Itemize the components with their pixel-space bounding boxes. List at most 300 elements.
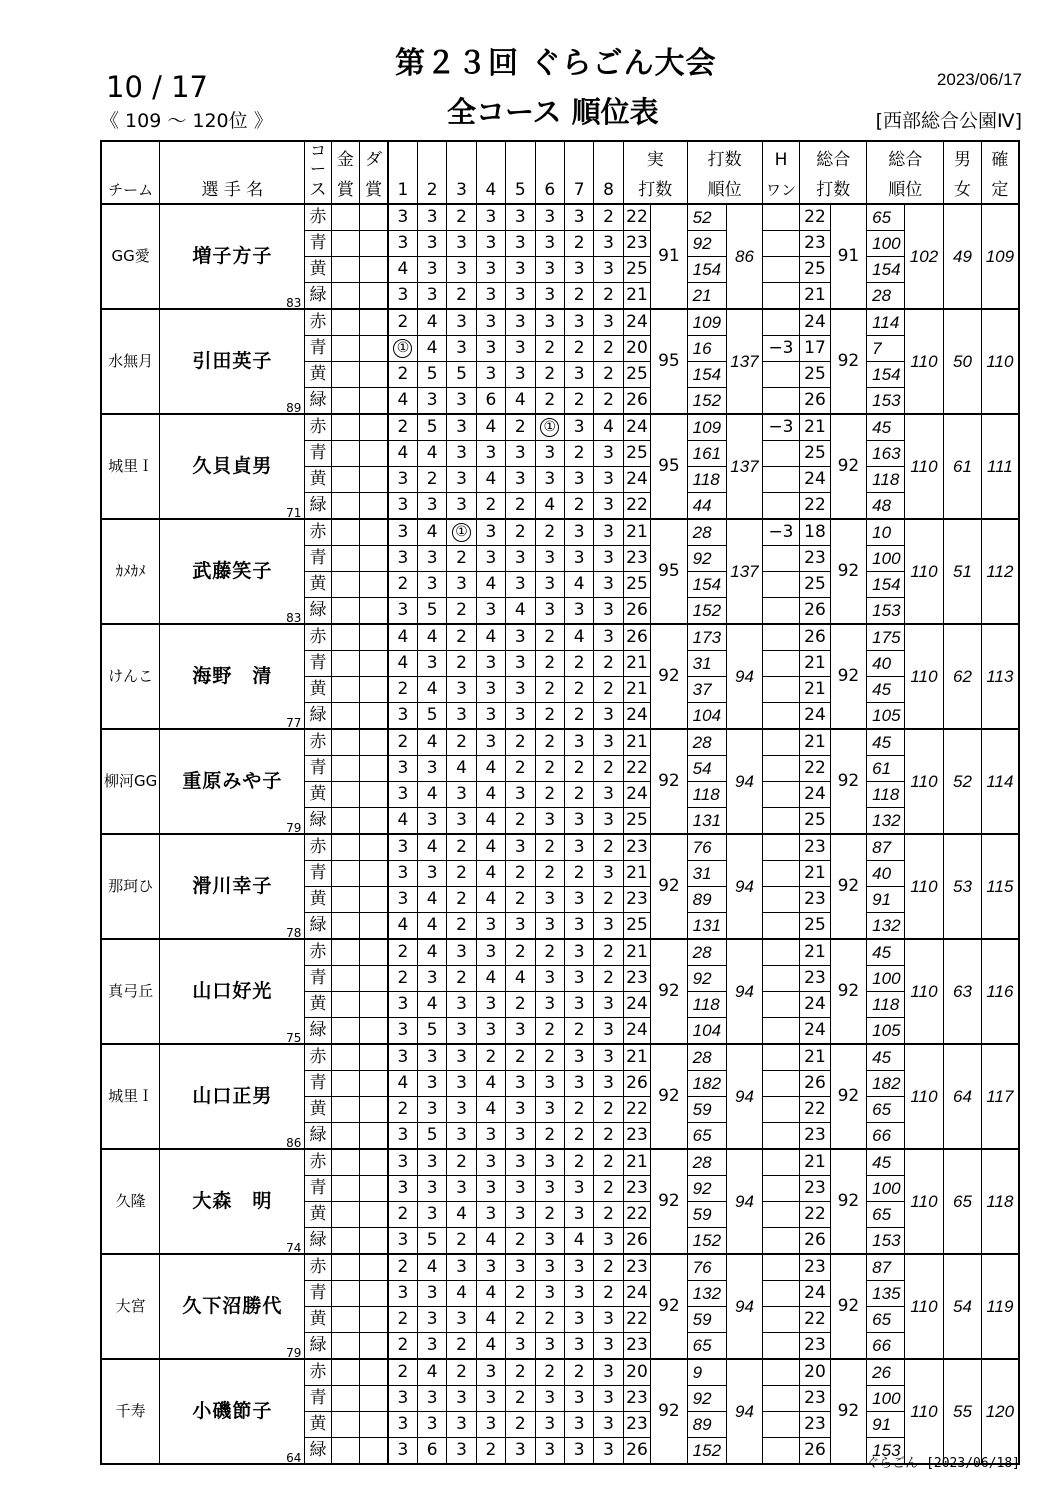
- hole-score: [476, 336, 505, 362]
- hole-in-one-bonus: −3: [762, 414, 800, 441]
- hole-score-value: 3: [603, 443, 614, 463]
- course-sum: 25: [623, 808, 650, 835]
- hole-score-value: 3: [514, 1125, 526, 1145]
- hole-score: [506, 1254, 535, 1281]
- hole-score-value: 2: [397, 1362, 409, 1382]
- hole-score-value: 3: [397, 1440, 409, 1460]
- hole-score-value: 3: [426, 1204, 438, 1224]
- hole-score-value: 2: [544, 863, 556, 883]
- hole-score: [594, 1176, 623, 1202]
- da-prize: [360, 966, 388, 992]
- total-course-sum: 22: [800, 1097, 830, 1123]
- total-course-rank: 154: [867, 257, 905, 283]
- total-course-sum: 22: [800, 1307, 830, 1333]
- player-age: 89: [286, 401, 302, 414]
- hole-score-value: 3: [485, 653, 497, 673]
- hole-score-value: 3: [426, 390, 438, 410]
- header-hole-top: [447, 141, 476, 178]
- player-name-text: 久下沼勝代: [182, 1295, 283, 1317]
- hole-score-value: 3: [397, 994, 409, 1014]
- sex-rank: 65: [944, 1149, 982, 1254]
- hole-score-value: 2: [544, 732, 556, 752]
- course-sum: 23: [623, 966, 650, 992]
- total-course-rank: 100: [867, 1176, 905, 1202]
- hole-score-value: 3: [573, 548, 585, 568]
- course-label: 緑: [305, 1018, 331, 1045]
- total-course-rank: 118: [867, 782, 905, 808]
- course-rank-overall: 94: [727, 1149, 763, 1254]
- hole-score: [476, 808, 505, 835]
- grand-total: 92: [830, 939, 867, 1044]
- hole-score: [417, 887, 446, 913]
- player-block: [101, 729, 1019, 834]
- hole-score-value: 2: [397, 968, 409, 988]
- hole-in-one-bonus: [762, 1254, 800, 1281]
- hole-score-value: 2: [397, 679, 409, 699]
- hole-score-value: 3: [603, 732, 614, 752]
- hole-score-value: 4: [426, 443, 438, 463]
- header-hole: 6: [535, 178, 564, 204]
- hole-score-value: 3: [456, 810, 467, 830]
- hole-score: [506, 414, 535, 441]
- hole-score: [535, 204, 564, 231]
- actual-total: 92: [651, 834, 688, 939]
- hole-score-value: 4: [485, 627, 497, 647]
- gold-prize: [331, 703, 359, 730]
- hole-score-value: 3: [544, 574, 556, 594]
- hole-score: [506, 939, 535, 966]
- hole-score-value: 3: [603, 259, 614, 279]
- hole-score: [594, 204, 623, 231]
- player-name: [160, 834, 305, 939]
- hole-score-value: 3: [426, 574, 438, 594]
- hole-score: [388, 231, 417, 257]
- hole-score: [447, 1333, 476, 1360]
- course-rank: 118: [687, 992, 727, 1018]
- hole-score-value: 3: [603, 522, 614, 542]
- course-rank-overall: 94: [727, 624, 763, 729]
- course-rank: 152: [687, 598, 727, 625]
- hole-score: [506, 257, 535, 283]
- hole-score: [594, 651, 623, 677]
- hole-score-value: 3: [573, 968, 585, 988]
- course-rank: 37: [687, 677, 727, 703]
- ranking-table: [100, 140, 1020, 1465]
- hole-score: [535, 336, 564, 362]
- hole-score: [447, 966, 476, 992]
- hole-score: [535, 1176, 564, 1202]
- hole-score-value: 3: [485, 1362, 497, 1382]
- hole-score-value: 2: [397, 1335, 409, 1355]
- hole-score-value: 3: [426, 968, 438, 988]
- hole-score: [447, 362, 476, 388]
- hole-score: [564, 414, 593, 441]
- hole-score: [388, 1281, 417, 1307]
- course-rank: 92: [687, 1386, 727, 1412]
- hole-score: [447, 1149, 476, 1176]
- grand-total: 92: [830, 1359, 867, 1464]
- total-course-rank: 153: [867, 598, 905, 625]
- total-course-sum: 23: [800, 1176, 830, 1202]
- hole-score: [476, 1281, 505, 1307]
- hole-score-value: 2: [544, 627, 556, 647]
- hole-score-value: 3: [397, 1178, 409, 1198]
- header-da-l2: 賞: [360, 178, 388, 204]
- total-rank: 110: [904, 309, 944, 414]
- hole-score: [417, 362, 446, 388]
- hole-score: [535, 703, 564, 730]
- hole-score: [506, 887, 535, 913]
- hole-score-value: 3: [485, 207, 497, 227]
- hole-score: [564, 283, 593, 310]
- hole-score: [506, 677, 535, 703]
- header-actual: 実: [623, 141, 687, 178]
- hole-score-value: 2: [603, 837, 614, 857]
- hole-score: [564, 309, 593, 336]
- course-rank: 54: [687, 756, 727, 782]
- total-course-sum: 25: [800, 913, 830, 940]
- hole-score: [564, 1123, 593, 1150]
- hole-score: [476, 572, 505, 598]
- hole-score-value: 2: [514, 1230, 526, 1250]
- hole-in-one-mark: ①: [540, 418, 559, 437]
- hole-score-value: 3: [426, 259, 438, 279]
- hole-score-value: 3: [603, 784, 614, 804]
- hole-in-one-bonus: [762, 939, 800, 966]
- hole-score: [388, 309, 417, 336]
- hole-score: [594, 283, 623, 310]
- header-course-rank-l2: 順位: [687, 178, 762, 204]
- player-name: [160, 414, 305, 519]
- hole-score: [417, 598, 446, 625]
- header-hole-top: [564, 141, 593, 178]
- hole-score: [535, 651, 564, 677]
- total-rank: 102: [904, 204, 944, 309]
- hole-score: [564, 388, 593, 415]
- hole-score: [564, 1307, 593, 1333]
- hole-score: [564, 756, 593, 782]
- hole-score-value: 3: [544, 994, 556, 1014]
- hole-in-one-bonus: [762, 1071, 800, 1097]
- hole-score: [476, 441, 505, 467]
- course-label: 青: [305, 966, 331, 992]
- hole-score: [447, 624, 476, 651]
- hole-score-value: 3: [514, 233, 526, 253]
- hole-score: [447, 729, 476, 756]
- hole-score: [447, 887, 476, 913]
- hole-score-value: 4: [426, 312, 438, 332]
- hole-score: [535, 808, 564, 835]
- hole-score-value: 2: [456, 1362, 467, 1382]
- hole-score-value: 3: [573, 994, 585, 1014]
- hole-score: [447, 1254, 476, 1281]
- hole-score-value: 3: [514, 679, 526, 699]
- hole-score-value: 3: [426, 863, 438, 883]
- course-label: 緑: [305, 913, 331, 940]
- hole-score: [535, 756, 564, 782]
- player-name: [160, 204, 305, 309]
- hole-score-value: 3: [603, 469, 614, 489]
- course-label: 緑: [305, 388, 331, 415]
- hole-score-value: 3: [456, 1047, 467, 1067]
- hole-score-value: 3: [573, 1257, 585, 1277]
- hole-score-value: 3: [426, 207, 438, 227]
- hole-score-value: 3: [485, 548, 497, 568]
- player-age: 71: [286, 506, 302, 519]
- hole-score-value: 4: [426, 994, 438, 1014]
- hole-score: [535, 598, 564, 625]
- hole-score: [476, 257, 505, 283]
- da-prize: [360, 204, 388, 231]
- hole-score: [417, 204, 446, 231]
- player-name-text: 小磯節子: [192, 1400, 273, 1422]
- total-course-rank: 45: [867, 677, 905, 703]
- course-sum: 23: [623, 1254, 650, 1281]
- hole-score-value: 3: [573, 417, 585, 437]
- hole-score: [535, 1071, 564, 1097]
- hole-score: [564, 913, 593, 940]
- hole-score: [388, 1123, 417, 1150]
- hole-score: [476, 861, 505, 887]
- hole-score-value: 3: [544, 600, 556, 620]
- course-label: 青: [305, 231, 331, 257]
- header-total: 総合: [800, 141, 867, 178]
- hole-score-value: 4: [573, 574, 585, 594]
- hole-score: [388, 808, 417, 835]
- total-course-rank: 45: [867, 1149, 905, 1176]
- hole-score: [476, 729, 505, 756]
- hole-score-value: 2: [544, 679, 556, 699]
- hole-score-value: 3: [426, 653, 438, 673]
- final-rank: 115: [981, 834, 1019, 939]
- course-sum: 22: [623, 1097, 650, 1123]
- hole-score-value: 2: [573, 679, 585, 699]
- hole-score: [388, 1149, 417, 1176]
- course-label: 青: [305, 546, 331, 572]
- hole-in-one-bonus: [762, 204, 800, 231]
- hole-score-value: 3: [603, 600, 614, 620]
- hole-score: [476, 1149, 505, 1176]
- hole-score: [447, 546, 476, 572]
- hole-score-value: 3: [544, 1283, 556, 1303]
- hole-score-value: 2: [603, 1283, 614, 1303]
- header-total-rank: 総合: [867, 141, 944, 178]
- hole-score: [594, 598, 623, 625]
- hole-score: [564, 336, 593, 362]
- hole-score: [447, 519, 476, 546]
- hole-score-value: 2: [603, 653, 614, 673]
- hole-score: [447, 651, 476, 677]
- hole-score: [564, 1281, 593, 1307]
- hole-score-value: 3: [544, 443, 556, 463]
- da-prize: [360, 756, 388, 782]
- hole-score: [506, 703, 535, 730]
- total-course-sum: 21: [800, 414, 830, 441]
- team-name: 久隆: [101, 1149, 160, 1254]
- hole-in-one-bonus: [762, 703, 800, 730]
- gold-prize: [331, 1412, 359, 1438]
- total-course-sum: 23: [800, 1386, 830, 1412]
- hole-score: [447, 231, 476, 257]
- hole-score-value: 3: [514, 915, 526, 935]
- course-label: 赤: [305, 1359, 331, 1386]
- hole-in-one-bonus: [762, 651, 800, 677]
- header-hole: 8: [594, 178, 623, 204]
- hole-score-value: 2: [397, 1099, 409, 1119]
- header-hole: 2: [417, 178, 446, 204]
- hole-score: [417, 677, 446, 703]
- total-course-sum: 20: [800, 1359, 830, 1386]
- da-prize: [360, 572, 388, 598]
- hole-score-value: 2: [573, 705, 585, 725]
- final-rank: 120: [981, 1359, 1019, 1464]
- hole-score: [535, 388, 564, 415]
- total-course-rank: 135: [867, 1281, 905, 1307]
- hole-score-value: 5: [426, 417, 438, 437]
- course-rank: 104: [687, 703, 727, 730]
- total-course-sum: 23: [800, 1333, 830, 1360]
- actual-total: 95: [651, 309, 688, 414]
- gold-prize: [331, 309, 359, 336]
- da-prize: [360, 546, 388, 572]
- hole-score: [535, 834, 564, 861]
- actual-total: 92: [651, 939, 688, 1044]
- hole-score: [388, 1412, 417, 1438]
- hole-score-value: 3: [544, 1152, 556, 1172]
- hole-score: [417, 388, 446, 415]
- total-course-sum: 22: [800, 1202, 830, 1228]
- hole-score: [417, 1097, 446, 1123]
- hole-score-value: 3: [514, 627, 526, 647]
- course-row: [101, 1044, 1019, 1071]
- hole-in-one-bonus: [762, 1438, 800, 1465]
- hole-score: [594, 1123, 623, 1150]
- total-course-rank: 153: [867, 1228, 905, 1255]
- course-label: 青: [305, 1071, 331, 1097]
- da-prize: [360, 257, 388, 283]
- hole-score: [476, 598, 505, 625]
- hole-score: [564, 651, 593, 677]
- hole-score-value: 3: [426, 1152, 438, 1172]
- header-hole: 5: [506, 178, 535, 204]
- hole-score-value: 4: [514, 600, 526, 620]
- hole-score: [535, 362, 564, 388]
- course-rank: 132: [687, 1281, 727, 1307]
- hole-score: [535, 257, 564, 283]
- hole-score-value: 4: [426, 889, 438, 909]
- hole-score-value: 3: [603, 705, 614, 725]
- hole-score: [476, 1438, 505, 1465]
- total-course-rank: 153: [867, 388, 905, 415]
- hole-score: [535, 992, 564, 1018]
- final-rank: 117: [981, 1044, 1019, 1149]
- hole-score: [564, 966, 593, 992]
- hole-score: [388, 414, 417, 441]
- hole-score: [476, 1071, 505, 1097]
- total-course-rank: 65: [867, 1307, 905, 1333]
- hole-score: [535, 782, 564, 808]
- total-course-rank: 45: [867, 414, 905, 441]
- hole-score-value: 4: [426, 942, 438, 962]
- hole-score: [564, 1018, 593, 1045]
- hole-score-value: 2: [456, 548, 467, 568]
- course-label: 緑: [305, 808, 331, 835]
- hole-score-value: 3: [426, 758, 438, 778]
- total-course-rank: 153: [867, 1438, 905, 1465]
- course-sum: 26: [623, 1071, 650, 1097]
- hole-score: [506, 283, 535, 310]
- hole-score-value: 2: [397, 1309, 409, 1329]
- hole-score: [417, 992, 446, 1018]
- hole-score-value: 2: [573, 863, 585, 883]
- course-label: 赤: [305, 414, 331, 441]
- gold-prize: [331, 1202, 359, 1228]
- total-course-rank: 105: [867, 1018, 905, 1045]
- hole-score: [447, 1071, 476, 1097]
- hole-score-value: 3: [397, 207, 409, 227]
- da-prize: [360, 861, 388, 887]
- hole-score-value: 3: [603, 1073, 614, 1093]
- hole-score-value: 3: [456, 390, 467, 410]
- total-course-sum: 24: [800, 703, 830, 730]
- hole-score: [476, 1176, 505, 1202]
- course-label: 黄: [305, 362, 331, 388]
- team-name: 柳河GG: [101, 729, 160, 834]
- hole-score: [506, 1176, 535, 1202]
- hole-score: [535, 1359, 564, 1386]
- hole-score: [447, 283, 476, 310]
- hole-score: [594, 729, 623, 756]
- hole-score: [535, 1386, 564, 1412]
- da-prize: [360, 336, 388, 362]
- header-hole: 7: [564, 178, 593, 204]
- hole-score-value: 3: [573, 1047, 585, 1067]
- hole-score: [506, 572, 535, 598]
- hole-score: [564, 362, 593, 388]
- player-age: 86: [286, 1136, 302, 1149]
- team-name: 那珂ひ: [101, 834, 160, 939]
- hole-score: [506, 1123, 535, 1150]
- hole-score-value: 3: [426, 1047, 438, 1067]
- hole-score: [447, 1281, 476, 1307]
- hole-score-value: 2: [514, 732, 526, 752]
- gold-prize: [331, 1149, 359, 1176]
- hole-score: [535, 519, 564, 546]
- course-sum: 26: [623, 1438, 650, 1465]
- hole-score: [506, 231, 535, 257]
- total-course-sum: 23: [800, 887, 830, 913]
- gold-prize: [331, 519, 359, 546]
- hole-score: [535, 677, 564, 703]
- total-course-sum: 23: [800, 546, 830, 572]
- hole-score: [388, 441, 417, 467]
- da-prize: [360, 1097, 388, 1123]
- da-prize: [360, 467, 388, 493]
- hole-score-value: 4: [426, 522, 438, 542]
- hole-score: [506, 598, 535, 625]
- gold-prize: [331, 546, 359, 572]
- gold-prize: [331, 1333, 359, 1360]
- hole-score: [594, 1386, 623, 1412]
- gold-prize: [331, 1044, 359, 1071]
- hole-in-one-bonus: [762, 966, 800, 992]
- hole-score-value: 4: [485, 1230, 497, 1250]
- hole-score-value: 3: [603, 1362, 614, 1382]
- hole-score: [564, 257, 593, 283]
- player-block: [101, 1254, 1019, 1359]
- hole-score: [417, 1176, 446, 1202]
- hole-score-value: 3: [397, 548, 409, 568]
